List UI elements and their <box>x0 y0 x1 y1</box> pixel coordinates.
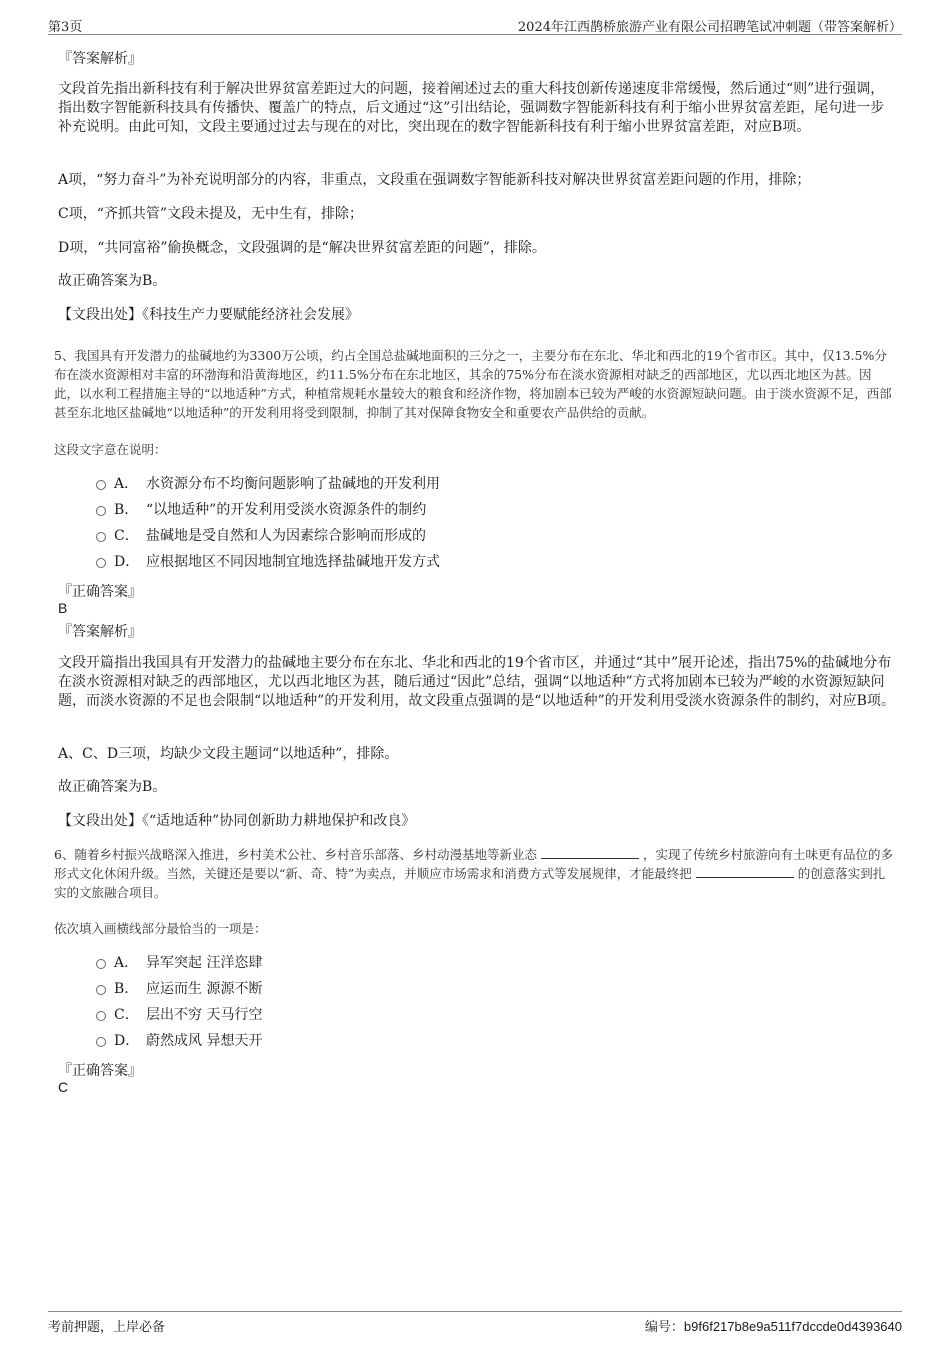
source-citation: 【文段出处】《“适地适种”协同创新助力耕地保护和改良》 <box>58 813 416 829</box>
radio-icon[interactable] <box>96 1037 106 1047</box>
document-code: 编号：b9f6f217b8e9a511f7dccde0d4393640 <box>644 1319 902 1334</box>
question-5-prompt: 这段文字意在说明： <box>54 442 167 457</box>
page-footer <box>48 1311 902 1334</box>
question-6-option-a[interactable]: A． 异军突起 汪洋恣肆 <box>96 952 262 974</box>
radio-icon[interactable] <box>96 1011 106 1021</box>
analysis-note-a: A项，“努力奋斗”为补充说明部分的内容，非重点，文段重在强调数字智能新科技对解决世界贫富差距问题的作用，排除； <box>58 172 811 188</box>
radio-icon[interactable] <box>96 480 106 490</box>
answer-label: 『正确答案』 <box>58 584 142 600</box>
question-6-option-d[interactable]: D． 蔚然成风 异想天开 <box>96 1030 262 1052</box>
question-5-option-b[interactable]: B． “以地适种”的开发利用受淡水资源条件的制约 <box>96 499 426 521</box>
question-5-text: 5、我国具有开发潜力的盐碱地约为3300万公顷，约占全国总盐碱地面积的三分之一，主要分布在东北、华北和西北的19个省市区。其中，仅13.5%分布在淡水资源相对丰富的环渤海和沿黄海地区，约11.5%分布在东北地区，其余的75%分布在淡水资源相对缺乏的西部地区，尤以西北地区为甚。因此，以水利工程措施主导的“以地适种”方式，种植常规耗水量较大的粮食和经济作物，将加剧本已较为严峻的水资源短缺问题。由于淡水资源不足，西部甚至东北地区盐碱地“以地适种”的开发利用将受到限制，抑制了其对保障食物安全和重要农产品供给的贡献。 <box>54 348 892 420</box>
document-title: 2024年江西鹊桥旅游产业有限公司招聘笔试冲刺题（带答案解析） <box>517 20 902 35</box>
question-5-option-c[interactable]: C． 盐碱地是受自然和人为因素综合影响而形成的 <box>96 525 426 547</box>
answer-value: B <box>58 600 68 616</box>
question-6-option-b[interactable]: B． 应运而生 源源不断 <box>96 978 262 1000</box>
analysis-text: 文段开篇指出我国具有开发潜力的盐碱地主要分布在东北、华北和西北的19个省市区，并通过“其中”展开论述，指出75%的盐碱地分布在淡水资源相对缺乏的西部地区，尤以西北地区为甚，随后通过“因此”总结，强调“以地适种”方式将加剧本已较为严峻的水资源短缺问题，而淡水资源的不足也会限制“以地适种”的开发利用，故文段重点强调的是“以地适种”的开发利用受淡水资源条件的制约，对应B项。 <box>58 655 895 709</box>
analysis-note: A、C、D三项，均缺少文段主题词“以地适种”，排除。 <box>58 746 399 762</box>
radio-icon[interactable] <box>96 985 106 995</box>
question-6-text: 6、随着乡村振兴战略深入推进，乡村美术公社、乡村音乐部落、乡村动漫基地等新业态 ，实现了传统乡村旅游向有土味更有品位的多形式文化休闲升级。当然，关键还是要以“新、奇、特”为卖点，并顺应市场需求和消费方式等发展规律，才能最终把 的创意落实到扎实的文旅融合项目。 <box>54 847 893 900</box>
question-5-option-d[interactable]: D． 应根据地区不同因地制宜地选择盐碱地开发方式 <box>96 551 440 573</box>
source-citation: 【文段出处】《科技生产力要赋能经济社会发展》 <box>58 307 359 323</box>
analysis-text: 文段首先指出新科技有利于解决世界贫富差距过大的问题，接着阐述过去的重大科技创新传递速度非常缓慢，然后通过“则”进行强调，指出数字智能新科技具有传播快、覆盖广的特点，后文通过“这”引出结论，强调数字智能新科技有利于缩小世界贫富差距，尾句进一步补充说明。由此可知，文段主要通过过去与现在的对比，突出现在的数字智能新科技有利于缩小世界贫富差距，对应B项。 <box>58 81 885 135</box>
analysis-label: 『答案解析』 <box>58 624 142 640</box>
answer-label: 『正确答案』 <box>58 1063 142 1079</box>
page-number: 第3页 <box>48 20 83 35</box>
analysis-note-c: C项，“齐抓共管”文段未提及，无中生有，排除； <box>58 206 364 222</box>
analysis-label: 『答案解析』 <box>58 51 142 67</box>
question-6-option-c[interactable]: C． 层出不穷 天马行空 <box>96 1004 262 1026</box>
analysis-conclusion: 故正确答案为B。 <box>58 273 167 289</box>
radio-icon[interactable] <box>96 959 106 969</box>
analysis-note-d: D项，“共同富裕”偷换概念，文段强调的是“解决世界贫富差距的问题”，排除。 <box>58 240 546 256</box>
footer-slogan: 考前押题，上岸必备 <box>48 1320 166 1335</box>
fill-blank <box>696 865 794 878</box>
answer-value: C <box>58 1079 69 1095</box>
question-6-prompt: 依次填入画横线部分最恰当的一项是： <box>54 921 267 936</box>
radio-icon[interactable] <box>96 558 106 568</box>
analysis-conclusion: 故正确答案为B。 <box>58 779 167 795</box>
fill-blank <box>541 846 639 859</box>
radio-icon[interactable] <box>96 506 106 516</box>
question-5-option-a[interactable]: A． 水资源分布不均衡问题影响了盐碱地的开发利用 <box>96 473 440 495</box>
radio-icon[interactable] <box>96 532 106 542</box>
page-header <box>48 14 902 35</box>
